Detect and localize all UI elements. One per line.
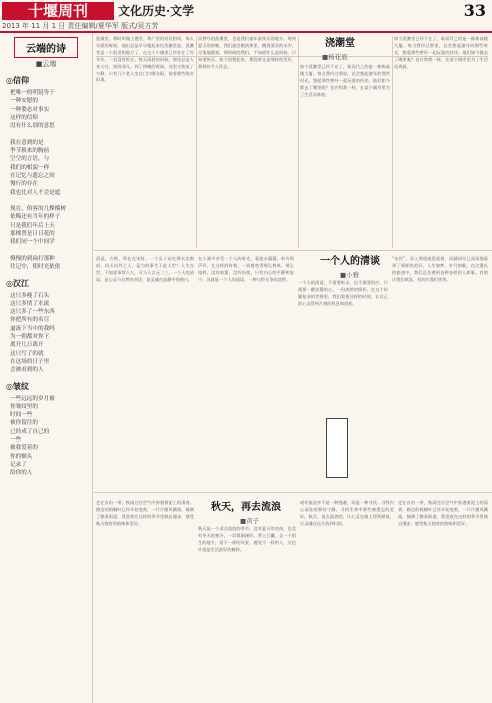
poem-line: 你皱纹里的 [10,403,38,410]
poem-line: 这只多瘦了石头 [10,292,50,299]
poem-line [10,130,88,138]
poem-line: 我也比对人不会是遮 [10,189,61,196]
poem-body-hanjiang [10,292,88,375]
poem-line: 往记中，使时光依依 [10,264,61,271]
poem-line: 季节换来的胸前 [10,148,50,155]
sidebar-poems [0,33,93,703]
section-title: 文化历史·文学 [118,4,195,18]
divider [94,250,492,251]
poem-line: 被我爱着的 [10,445,38,452]
poem-title-hanjiang: ◎汉江 [6,277,29,288]
poem-line: 这样的信仰 [10,114,38,121]
poem-line: 时间一些 [10,412,33,419]
poem-line: 给你的人 [10,470,33,477]
article-author: ■黄子 [240,517,260,525]
poem-body-zhouwen [10,395,88,478]
sidebar-title: 云端的诗 [14,37,78,58]
article-title: 一个人的清谈 [320,256,380,267]
column-rule [298,36,299,248]
poem-line: 你的额头 [10,453,33,460]
poem-line: 这只写了的就 [10,350,44,357]
article-text: 在小溪中享受一个人的时光，看流水潺潺，听鸟鸣声声。在这样的时刻，一切都变得那么简单，那么纯粹。没有喧嚣，没有纷扰，只有内心的平静和安宁。这就是一个人的清谈，一种与世无争的淡然。 [198,256,294,282]
article-text: 如今洗漱堂已经不在了，取而代之的是一栋栋高楼大厦。每当我经过那里，总会想起童年的那些时光，想起那些曾经一起玩耍的伙伴。他们如今都去了哪里呢？也许和我一样，在某个城市里为了生活而奔波。 [300,64,390,97]
poem-title-xinyang: ◎信仰 [6,75,29,85]
page-number: 33 [463,1,486,20]
poem-line: 已经成了自己的 [10,428,50,435]
poem-line: 慢慢的到扁打那种 [10,255,55,262]
article-text: 走在自由一带，秋雨过后空气中弥漫着泥土的清香。路边的梧桐叶已经开始变黄，一片片随风飘落，铺满了整条街道。我喜欢在这样的季节里独自漫步，感受秋天独有的韵味和美好。 [96,500,194,526]
poem-line: 没有什么别的意思 [10,123,55,130]
poem-line: 我们的相貌一样 [10,164,50,171]
poem-line [10,197,88,205]
poem-title-zhouwen: ◎皱纹 [6,380,29,391]
poem-line: 把唯一的明镜等于 [10,90,55,96]
poem-line: 这只多情了水流 [10,300,50,307]
poem-line: 在记忆与遗忘之间 [10,172,55,179]
date-line: 2013 年 11 月 1 日 责任编辑/夏华军 版式/吴方芳 [2,22,159,30]
poem-line: 空空的言语。与 [10,156,50,163]
article-author: ■小雅 [340,271,360,279]
poem-line: 我们同一个中间学 [10,239,55,246]
poem-line: 一种姿态对事实 [10,106,50,113]
poem-line: 那棵曾是日日花的 [10,231,55,238]
poem-line: 你把所有的名尽 [10,317,50,324]
poem-line: 慢行的存在 [10,181,38,188]
column-rule [392,36,393,248]
article-text: 走在自由一带，秋雨过后空气中弥漫着泥土的清香。路边的梧桐叶已经开始变黄，一片片随风飘落，铺满了整条街道。我喜欢在这样的季节里独自漫步，感受秋天独有的韵味和美好。 [398,500,488,526]
article-text: 一个人的清谈，不需要听众，也不需要回应。只需要一颗安静的心，一份淡然的情怀。在这个纷繁复杂的世界里，我们需要这样的时刻，让自己的心灵得到片刻的休息和放松。 [298,280,388,306]
article-text: 而曾经的洗漱堂，也是我们童年最快乐的地方。每到夏天的傍晚，我们就会跑到那里，跳进清凉的水中，尽情地嬉戏。那时候的我们，不知道什么是烦恼，只知道快乐。如今回想起来，那段时光是那样的美好，那样的令人怀念。 [198,36,296,69]
poem-line: 为一朝都对你下 [10,334,50,341]
poem-line: 离开几日离开 [10,342,44,349]
article-text: 清谈，古称，所在在宋时。一个女子站在那水边窗前，问天问外之人，是为何事生于此人世？人生在世，不如意事常八九，可与人言无二三。一个人的清谈，是心灵与自然的对话，是灵魂在寂静中的独白。 [96,256,194,282]
article-author: ■杨花底 [322,53,348,61]
article-text: 如今洗漱堂已经不在了，取而代之的是一栋栋高楼大厦。每当我经过那里，总会想起童年的那些时光，想起那些曾经一起玩耍的伙伴。他们如今都去了哪里呢？也许和我一样，在某个城市里为了生活而奔波。 [394,36,488,69]
poem-line: 我在意到的是 [10,139,44,146]
article-text: “布饮”，穿入那道视觉重着，而她却早已深深地看到了那样的美好。人生如梦，岁月如歌，在这漫长的旅途中，我们总会遇到各种各样的人和事。有的让我们欢喜，有的让我们忧伤。 [392,256,488,282]
poem-line [10,247,88,255]
poem-line: 记录了 [10,461,27,468]
poem-line: 会被看到的人 [10,367,44,374]
article-text: 秋天是一个适合流浪的季节。没有夏天的炎热，也没有冬天的寒冷，一切都刚刚好。背上行囊，去一个陌生的地方，看不一样的风景，遇见不一样的人，这也许就是生活最好的模样。 [198,526,296,552]
poem-line: 逼流下当中的我吗 [10,325,55,332]
article-text: 洗漱堂，那时叫做土漫堂。和广里的居民相同，每天早晨的时候，他们总是早早地起来往洗漱堂赶。洗漱堂是一个很老的地方了，在这个小城里已经存在了好多年，一直没有拆迁。每天清晨的时候，那里总是人来人往，热闹非凡。到了傍晚的时候，这里又恢复了宁静，只有几个老人坐在门口晒太阳，说着那些陈年旧事。 [96,36,194,83]
article-title: 秋天，再去流浪 [211,502,281,513]
article-text: 或许流浪并不是一种逃避，而是一种寻找。寻找内心深处的那份宁静，寻找生命中那些被遗忘的美好。秋天，再去流浪吧，让心灵在路上得到释放，让灵魂在远方找到归宿。 [300,500,394,526]
poem-line: 只是我们年后上天 [10,222,55,229]
poem-line: 在这场的日子里 [10,358,50,365]
masthead: 十堰周刊 [2,2,114,20]
column-rule [196,36,197,248]
sidebar-author: ■云端 [35,60,57,68]
page-header [0,0,492,30]
poem-line: 一些 [10,436,22,443]
article-title: 浇潮堂 [325,38,355,49]
poem-body-xinyang [10,89,88,272]
poem-line: 这只多了一些东西 [10,309,55,316]
poem-line: 依稀还有当年的样子 [10,214,61,221]
poem-line: 现在，俗客的几棵榴树 [10,206,66,213]
divider [94,492,492,493]
blank-box [326,418,348,478]
poem-line: 被你留住的 [10,420,38,427]
poem-line: 一些远远的岁月被 [10,395,55,402]
poem-line: 一种安慰的 [10,98,38,105]
